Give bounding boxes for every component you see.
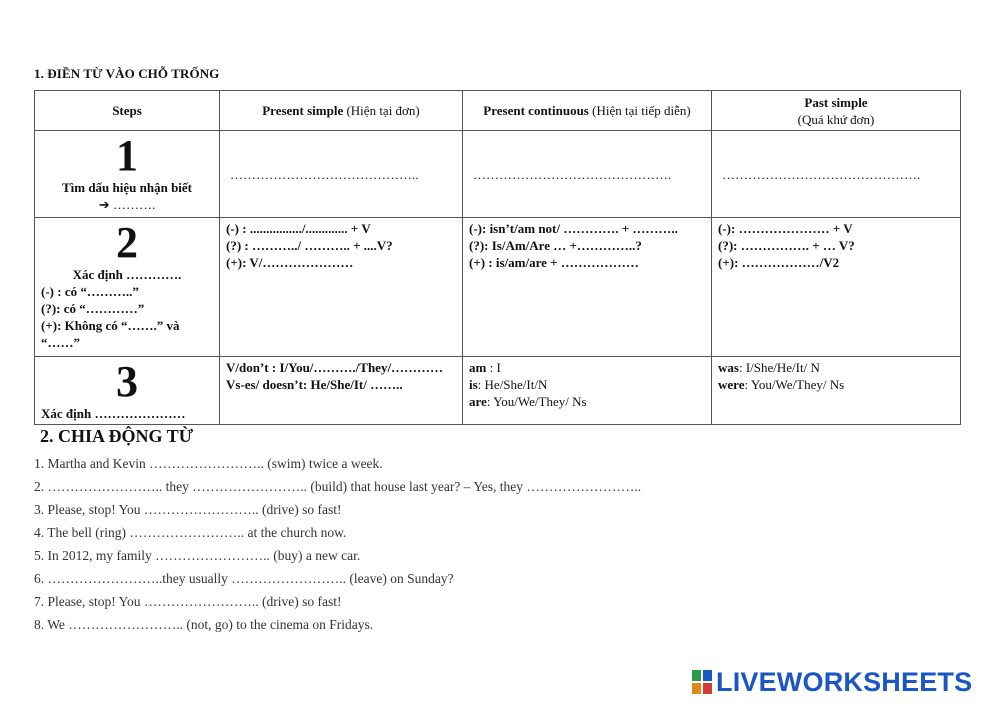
header-present-continuous: Present continuous (Hiện tại tiếp diễn) (463, 91, 712, 131)
present-simple-forms[interactable]: (-) : ................/............. + V (?) : ………../ ……….. + ....V? (+): V/………………… (220, 218, 463, 357)
liveworksheets-logo-icon (692, 670, 712, 694)
exercise-item[interactable]: 5. In 2012, my family …………………….. (buy) a new car. (34, 548, 361, 563)
blank-cell[interactable]: ………………………………………. (712, 131, 961, 218)
table-row (35, 357, 961, 425)
exercise-item[interactable]: 6. ……………………..they usually …………………….. (leave) on Sunday? (34, 571, 454, 586)
blank-cell[interactable]: ………………………………………. (463, 131, 712, 218)
present-simple-subjects[interactable]: V/don’t : I/You/………./They/………… Vs-es/ doesn’t: He/She/It/ …….. (220, 357, 463, 425)
logo-text: LIVEWORKSHEETS (716, 666, 973, 697)
step-arrow-text: ➔ ………. (98, 197, 156, 212)
exercise-item[interactable]: 8. We …………………….. (not, go) to the cinema on Fridays. (34, 617, 374, 632)
table-row (35, 131, 961, 218)
step-line: (-) : có “………..” (41, 284, 139, 299)
blank-cell[interactable]: …………………………………….. (220, 131, 463, 218)
header-present-simple: Present simple (Hiện tại đơn) (220, 91, 463, 131)
exercise-item[interactable]: 1. Martha and Kevin …………………….. (swim) twice a week. (34, 456, 383, 471)
section-1-title: 1. ĐIỀN TỪ VÀO CHỖ TRỐNG (34, 66, 220, 81)
step-1-cell (35, 131, 220, 218)
present-continuous-subjects: am : I is: He/She/It/N are: You/We/They/ Ns (463, 357, 712, 425)
step-2-cell (35, 218, 220, 357)
grammar-table (34, 90, 961, 425)
liveworksheets-logo (692, 667, 972, 697)
exercise-item[interactable]: 3. Please, stop! You …………………….. (drive) so fast! (34, 502, 342, 517)
step-label: Xác định ………………… (41, 406, 186, 421)
table-header-row (35, 91, 961, 131)
header-steps: Steps (35, 91, 220, 131)
section-2-title: 2. CHIA ĐỘNG TỪ (40, 426, 194, 446)
exercise-item[interactable]: 2. …………………….. they …………………….. (build) that house last year? – Yes, they …………………….. (34, 479, 642, 494)
header-past-simple: Past simple (Quá khứ đơn) (712, 91, 961, 131)
step-label: Tìm dấu hiệu nhận biết (61, 180, 193, 195)
step-label: Xác định …………. (72, 267, 182, 282)
step-number: 3 (116, 357, 138, 406)
step-number: 1 (116, 131, 138, 180)
step-line: (+): Không có “…….” và “……” (41, 318, 180, 350)
step-line: (?): có “…………” (41, 301, 145, 316)
step-3-cell (35, 357, 220, 425)
present-continuous-forms[interactable]: (-): isn’t/am not/ …………. + ……….. (?): Is/Am/Are … +…………..? (+) : is/am/are + ……………… (463, 218, 712, 357)
exercise-item[interactable]: 7. Please, stop! You …………………….. (drive) so fast! (34, 594, 342, 609)
table-row (35, 218, 961, 357)
step-number: 2 (116, 218, 138, 267)
past-simple-forms[interactable]: (-): ………………… + V (?): ……………. + … V? (+): ………………/V2 (712, 218, 961, 357)
exercise-item[interactable]: 4. The bell (ring) …………………….. at the church now. (34, 525, 347, 540)
past-simple-subjects: was: I/She/He/It/ N were: You/We/They/ Ns (712, 357, 961, 425)
